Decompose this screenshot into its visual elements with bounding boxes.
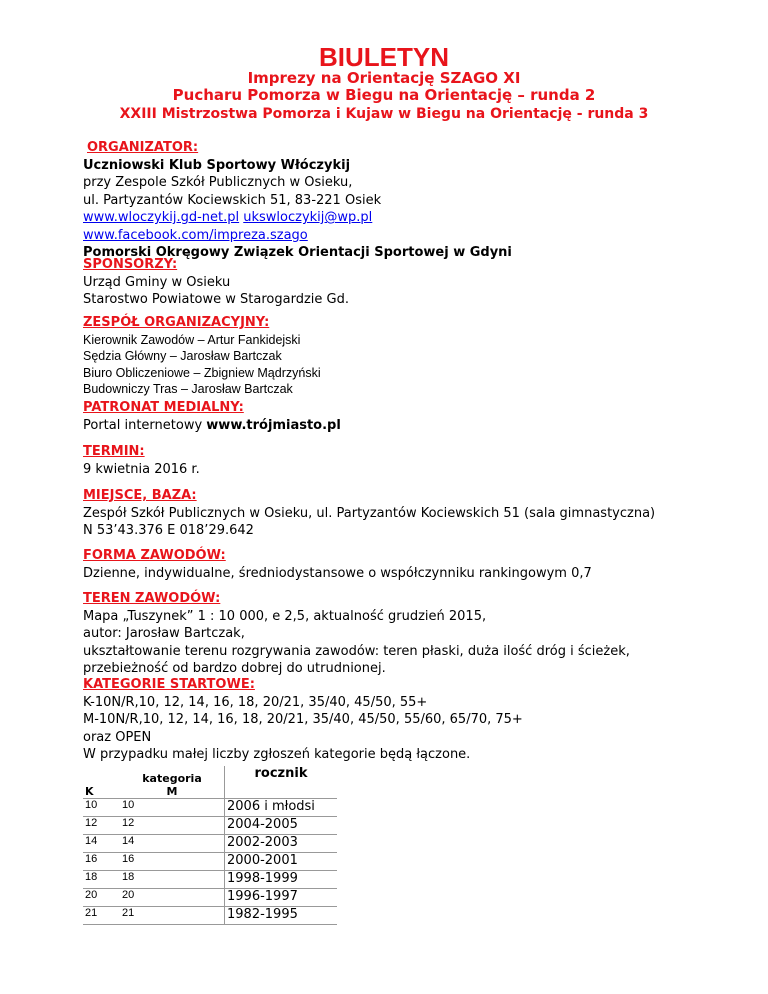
kategorie-line: K-10N/R,10, 12, 14, 16, 18, 20/21, 35/40, 45/50, 55+	[83, 694, 428, 710]
cell-k: 12	[83, 817, 120, 835]
section-sponsorzy	[83, 256, 703, 309]
organizer-address-1: przy Zespole Szkół Publicznych w Osieku,	[83, 175, 353, 190]
cell-k: 21	[83, 907, 120, 925]
table-row	[83, 907, 337, 925]
forma-value: Dzienne, indywidualne, średniodystansowe o współczynniku rankingowym 0,7	[83, 565, 592, 581]
cell-m: 18	[120, 871, 225, 889]
patronat-portal: www.trójmiasto.pl	[206, 417, 341, 433]
table-row	[83, 889, 337, 907]
sponsor-item: Starostwo Powiatowe w Starogardzie Gd.	[83, 292, 349, 307]
table-row	[83, 835, 337, 853]
organizer-address-2: ul. Partyzantów Kociewskich 51, 83-221 Osiek	[83, 192, 382, 208]
email-link[interactable]: ukswloczykij@wp.pl	[243, 210, 373, 225]
cell-m: 12	[120, 817, 225, 835]
teren-line: ukształtowanie terenu rozgrywania zawodów: teren płaski, duża ilość dróg i ścieżek,	[83, 643, 630, 659]
organizer-name: Uczniowski Klub Sportowy Włóczykij	[83, 157, 351, 173]
cell-m: 10	[120, 799, 225, 817]
cell-m: 16	[120, 853, 225, 871]
teren-line: Mapa „Tuszynek” 1 : 10 000, e 2,5, aktualność grudzień 2015,	[83, 608, 487, 624]
table-row	[83, 799, 337, 817]
cup-subtitle: Pucharu Pomorza w Biegu na Orientację – runda 2	[172, 86, 596, 104]
event-subtitle: Imprezy na Orientację SZAGO XI	[247, 69, 521, 87]
section-patronat	[83, 399, 703, 434]
section-termin	[83, 443, 703, 478]
kategorie-line: W przypadku małej liczby zgłoszeń kategorie będą łączone.	[83, 747, 471, 762]
section-organizator	[83, 139, 703, 262]
cell-k: 18	[83, 871, 120, 889]
cell-rocznik: 2006 i młodsi	[225, 799, 338, 817]
table-row	[83, 853, 337, 871]
termin-value: 9 kwietnia 2016 r.	[83, 461, 200, 477]
patronat-prefix: Portal internetowy	[83, 417, 207, 433]
cell-rocznik: 1996-1997	[225, 889, 338, 907]
union-name: Pomorski Okręgowy Związek Orientacji Sportowej w Gdyni	[83, 245, 512, 260]
cell-k: 20	[83, 889, 120, 907]
sponsorzy-heading: SPONSORZY:	[83, 257, 178, 272]
teren-line: przebieżność od bardzo dobrej do utrudnionej.	[83, 661, 386, 676]
cell-rocznik: 1982-1995	[225, 907, 338, 925]
cell-rocznik: 1998-1999	[225, 871, 338, 889]
miejsce-address: Zespół Szkół Publicznych w Osieku, ul. Partyzantów Kociewskich 51 (sala gimnastyczna)	[83, 505, 656, 521]
cell-rocznik: 2004-2005	[225, 817, 338, 835]
team-member: Sędzia Główny – Jarosław Bartczak	[83, 349, 282, 363]
termin-heading: TERMIN:	[83, 444, 145, 459]
cell-k: 16	[83, 853, 120, 871]
patronat-heading: PATRONAT MEDIALNY:	[83, 400, 244, 415]
miejsce-heading: MIEJSCE, BAZA:	[83, 488, 197, 503]
zespol-heading: ZESPÓŁ ORGANIZACYJNY:	[83, 315, 270, 330]
section-zespol	[83, 314, 703, 398]
cell-m: 20	[120, 889, 225, 907]
championship-subtitle: XXIII Mistrzostwa Pomorza i Kujaw w Biegu na Orientację - runda 3	[119, 106, 649, 122]
column-header-rocznik: rocznik	[225, 766, 338, 799]
forma-heading: FORMA ZAWODÓW:	[83, 548, 226, 563]
sponsor-item: Urząd Gminy w Osieku	[83, 274, 231, 290]
cell-rocznik: 2000-2001	[225, 853, 338, 871]
column-header-m	[120, 766, 225, 799]
table-row	[83, 871, 337, 889]
cell-m: 14	[120, 835, 225, 853]
cell-rocznik: 2002-2003	[225, 835, 338, 853]
miejsce-coordinates: N 53’43.376 E 018’29.642	[83, 523, 254, 538]
kategorie-line: M-10N/R,10, 12, 14, 16, 18, 20/21, 35/40, 45/50, 55/60, 65/70, 75+	[83, 712, 523, 727]
column-header-m-label: M	[166, 785, 178, 798]
table-row	[83, 817, 337, 835]
categories-table	[83, 766, 337, 925]
website-link[interactable]: www.wloczykij.gd-net.pl	[83, 210, 240, 225]
kategorie-line: oraz OPEN	[83, 729, 152, 745]
document-title: BIULETYN	[319, 42, 449, 72]
teren-line: autor: Jarosław Bartczak,	[83, 626, 245, 641]
kategorie-heading: KATEGORIE STARTOWE:	[83, 677, 255, 692]
team-member: Kierownik Zawodów – Artur Fankidejski	[83, 332, 301, 347]
column-header-kategoria: kategoria	[142, 772, 202, 785]
section-miejsce	[83, 487, 703, 540]
cell-k: 14	[83, 835, 120, 853]
cell-m: 21	[120, 907, 225, 925]
column-header-k: K	[83, 766, 120, 799]
section-forma	[83, 547, 703, 582]
section-kategorie	[83, 676, 703, 764]
teren-heading: TEREN ZAWODÓW:	[83, 591, 221, 606]
section-teren	[83, 590, 703, 678]
facebook-link[interactable]: www.facebook.com/impreza.szago	[83, 227, 308, 243]
organizator-heading: ORGANIZATOR:	[87, 140, 199, 155]
team-member: Budowniczy Tras – Jarosław Bartczak	[83, 382, 293, 396]
team-member: Biuro Obliczeniowe – Zbigniew Mądrzyński	[83, 365, 321, 380]
cell-k: 10	[83, 799, 120, 817]
table-header-row	[83, 766, 337, 799]
